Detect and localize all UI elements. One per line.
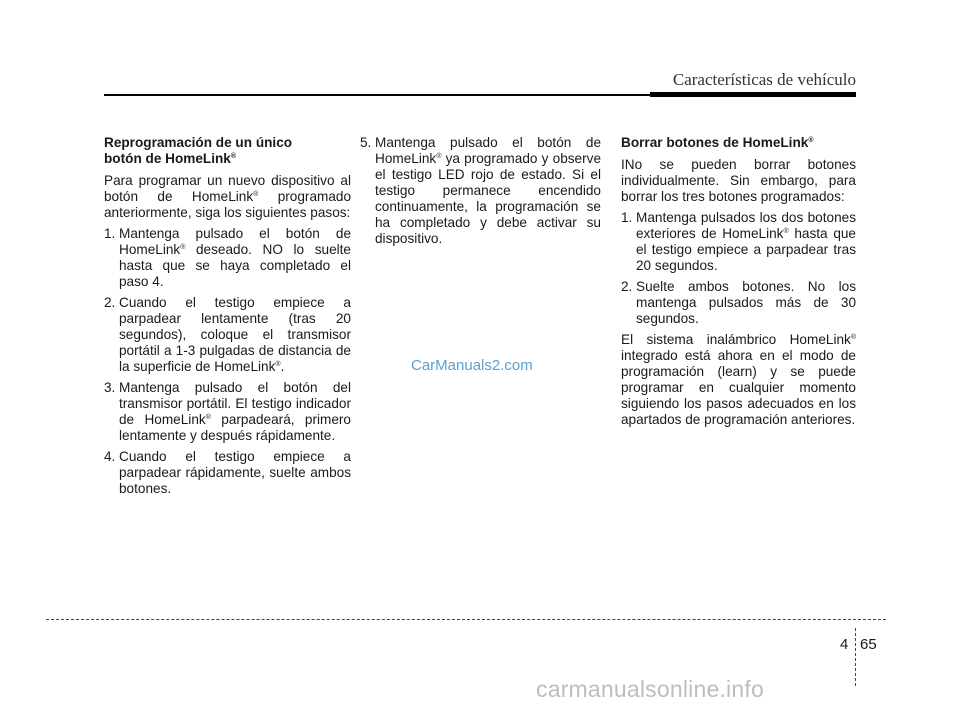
- list-item: 1. Mantenga pulsado el botón de HomeLink® deseado. NO lo suelte hasta que se haya completado el paso 4.: [104, 226, 351, 289]
- list-item: 2. Suelte ambos botones. No los mantenga pulsados más de 30 segundos.: [621, 279, 856, 326]
- reprogram-steps: [104, 226, 351, 497]
- bottom-watermark: carmanualsonline.info: [536, 676, 764, 702]
- erase-intro: INo se pueden borrar botones individualmente. Sin embargo, para borrar los tres botones programados:: [621, 157, 856, 204]
- list-item: 3. Mantenga pulsado el botón del transmisor portátil. El testigo indicador de HomeLink® parpadeará, primero lentamente y después rápidamente.: [104, 380, 351, 443]
- page-number: 65: [860, 636, 877, 653]
- erase-closing: El sistema inalámbrico HomeLink® integrado está ahora en el modo de programación (learn) y se puede programar en cualquier momento siguiendo los pasos adecuados en los apartados de programación anteriores.: [621, 332, 856, 427]
- column-3: [621, 135, 856, 433]
- footer-rule: [46, 619, 886, 620]
- list-item: 2. Cuando el testigo empiece a parpadear lentamente (tras 20 segundos), coloque el transmisor portátil a 1-3 pulgadas de distancia de la superficie de HomeLink®.: [104, 295, 351, 374]
- list-item: 1. Mantenga pulsados los dos botones exteriores de HomeLink® hasta que el testigo empiece a parpadear tras 20 segundos.: [621, 210, 856, 273]
- column-2: [360, 135, 601, 252]
- reprogram-steps-continued: [360, 135, 601, 247]
- column-1: [104, 135, 351, 502]
- reprogram-intro: Para programar un nuevo dispositivo al botón de HomeLink® programado anteriormente, siga los siguientes pasos:: [104, 173, 352, 220]
- header-rule-accent: [650, 92, 856, 97]
- footer-divider: [855, 628, 856, 686]
- section-title: Características de vehículo: [672, 70, 856, 89]
- watermark: CarManuals2.com: [411, 357, 533, 374]
- chapter-number: 4: [840, 636, 849, 653]
- erase-heading: Borrar botones de HomeLink®: [621, 135, 814, 150]
- erase-steps: [621, 210, 856, 327]
- reprogram-heading: Reprogramación de un único botón de HomeLink®: [104, 135, 293, 166]
- list-item: 5. Mantenga pulsado el botón de HomeLink® ya programado y observe el testigo LED rojo de estado. Si el testigo permanece encendido continuamente, la programación se ha completado y debe activar su dispositivo.: [360, 135, 601, 246]
- list-item: 4. Cuando el testigo empiece a parpadear rápidamente, suelte ambos botones.: [104, 449, 351, 496]
